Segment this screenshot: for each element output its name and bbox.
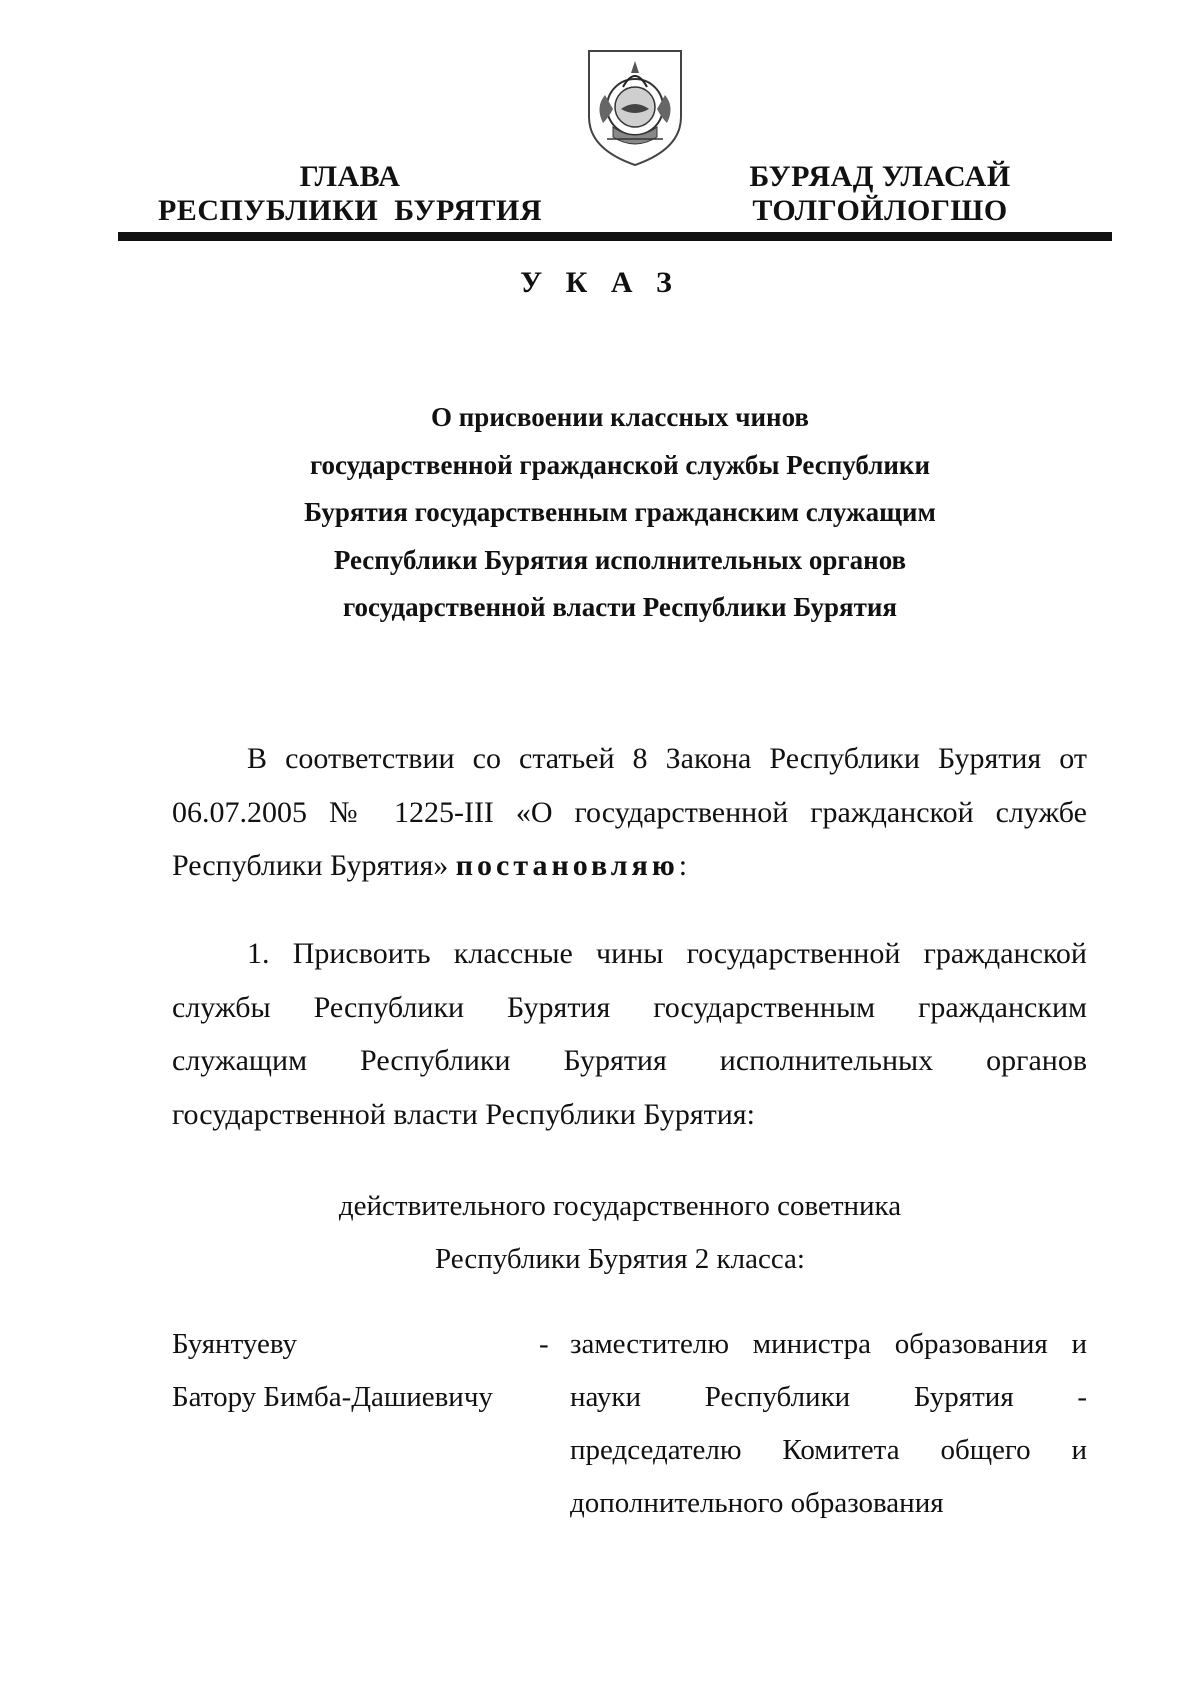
coat-of-arms-icon <box>583 47 687 169</box>
document-type: У К А З <box>520 266 680 299</box>
preamble-text: В соответствии со статьей 8 Закона Республики Бурятия от 06.07.2005 № 1225-III «О государственной гражданской службе Республики Бурятия» <box>172 742 1087 882</box>
preamble-paragraph <box>172 732 1087 893</box>
rank-line1: действительного государственного советника <box>338 1190 902 1222</box>
class-rank-heading <box>200 1180 1040 1286</box>
title-line: Бурятия государственным гражданским служащим <box>304 497 936 527</box>
decree-colon: : <box>678 849 688 882</box>
title-line: государственной гражданской службы Республики <box>309 449 931 480</box>
person-name <box>172 1318 493 1424</box>
name-position-dash: - <box>539 1328 549 1360</box>
person-given-name: Батору Бимба-Дашиевичу <box>172 1381 493 1413</box>
issuer-title-russian <box>130 160 570 228</box>
title-line: О присвоении классных чинов <box>431 402 809 432</box>
title-line: Республики Бурятия исполнительных органов <box>333 544 907 575</box>
issuer-title-buryat-line1: БУРЯАД УЛАСАЙ <box>749 160 1011 193</box>
issuer-title-line1: ГЛАВА <box>299 160 401 193</box>
document-title <box>200 394 1040 632</box>
item-1-paragraph <box>172 927 1087 1141</box>
title-line: государственной власти Республики Бурятия <box>342 592 898 622</box>
issuer-title-buryat <box>730 160 1030 228</box>
rank-line2: Республики Бурятия 2 класса: <box>435 1243 805 1275</box>
issuer-title-buryat-line2: ТОЛГОЙЛОГШО <box>752 194 1008 227</box>
header-divider <box>118 232 1112 241</box>
person-surname: Буянтуеву <box>172 1328 298 1360</box>
person-position: заместителю министра образования и науки Республики Бурятия - председателю Комитета общего и дополнительного образования <box>570 1328 1087 1519</box>
decree-word: постановляю <box>455 849 679 882</box>
item-1-text: 1. Присвоить классные чины государственной гражданской службы Республики Бурятия государственным гражданским служащим Республики Бурятия исполнительных органов государственной власти Республики Бурятия: <box>172 937 1087 1131</box>
issuer-title-line2: РЕСПУБЛИКИ БУРЯТИЯ <box>157 194 543 227</box>
